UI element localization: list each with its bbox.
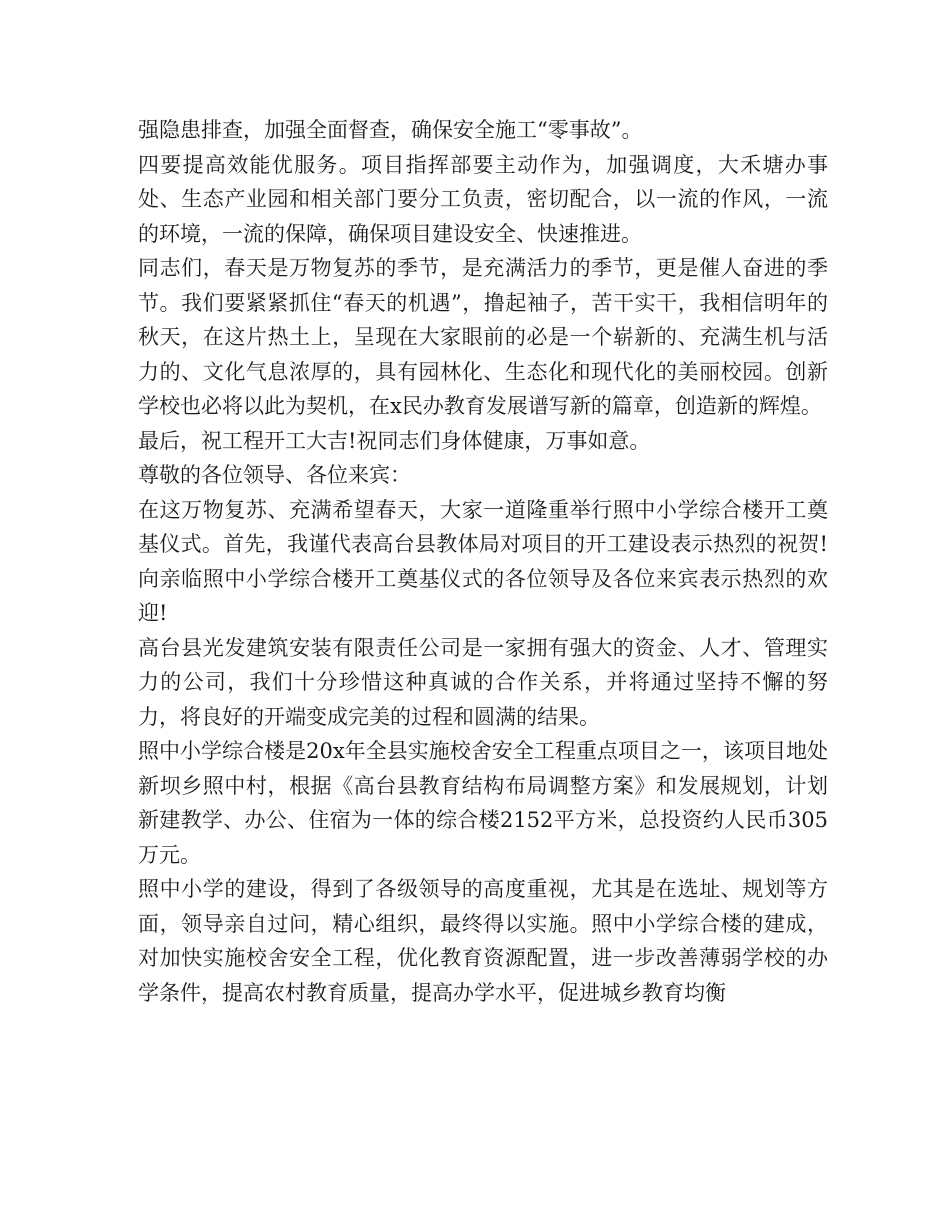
paragraph-7: 高台县光发建筑安装有限责任公司是一家拥有强大的资金、人才、管理实力的公司，我们十分珍惜这种真诚的合作关系，并将通过坚持不懈的努力，将良好的开端变成完美的过程和圆满的结果。 [138, 635, 828, 729]
paragraph-2: 四要提高效能优服务。项目指挥部要主动作为，加强调度，大禾塘办事处、生态产业园和相关部门要分工负责，密切配合，以一流的作风，一流的环境，一流的保障，确保项目建设安全、快速推进。 [138, 152, 828, 246]
salutation: 尊敬的各位领导、各位来宾： [138, 463, 411, 487]
paragraph-1: 强隐患排查，加强全面督查，确保安全施工“零事故”。 [138, 118, 643, 142]
paragraph-3: 同志们，春天是万物复苏的季节，是充满活力的季节，更是催人奋进的季节。我们要紧紧抓住“春天的机遇”，撸起袖子，苦干实干，我相信明年的秋天，在这片热土上，呈现在大家眼前的必是一个崭新的、充满生机与活力的、文化气息浓厚的，具有园林化、生态化和现代化的美丽校园。创新学校也必将以此为契机，在x民办教育发展谱写新的篇章，创造新的辉煌。 [138, 256, 828, 418]
paragraph-4: 最后，祝工程开工大吉!祝同志们身体健康，万事如意。 [138, 428, 651, 453]
document-body [138, 113, 828, 1010]
paragraph-8: 照中小学综合楼是20x年全县实施校舍安全工程重点项目之一，该项目地处新坝乡照中村，根据《高台县教育结构布局调整方案》和发展规划，计划新建教学、办公、住宿为一体的综合楼2152平方米，总投资约人民币305万元。 [138, 739, 828, 867]
paragraph-6: 在这万物复苏、充满希望春天，大家一道隆重举行照中小学综合楼开工奠基仪式。首先，我谨代表高台县教体局对项目的开工建设表示热烈的祝贺!向亲临照中小学综合楼开工奠基仪式的各位领导及各位来宾表示热烈的欢迎! [138, 497, 828, 625]
paragraph-9: 照中小学的建设，得到了各级领导的高度重视，尤其是在选址、规划等方面，领导亲自过问，精心组织，最终得以实施。照中小学综合楼的建成，对加快实施校舍安全工程，优化教育资源配置，进一步改善薄弱学校的办学条件，提高农村教育质量，提高办学水平，促进城乡教育均衡 [138, 877, 828, 1005]
